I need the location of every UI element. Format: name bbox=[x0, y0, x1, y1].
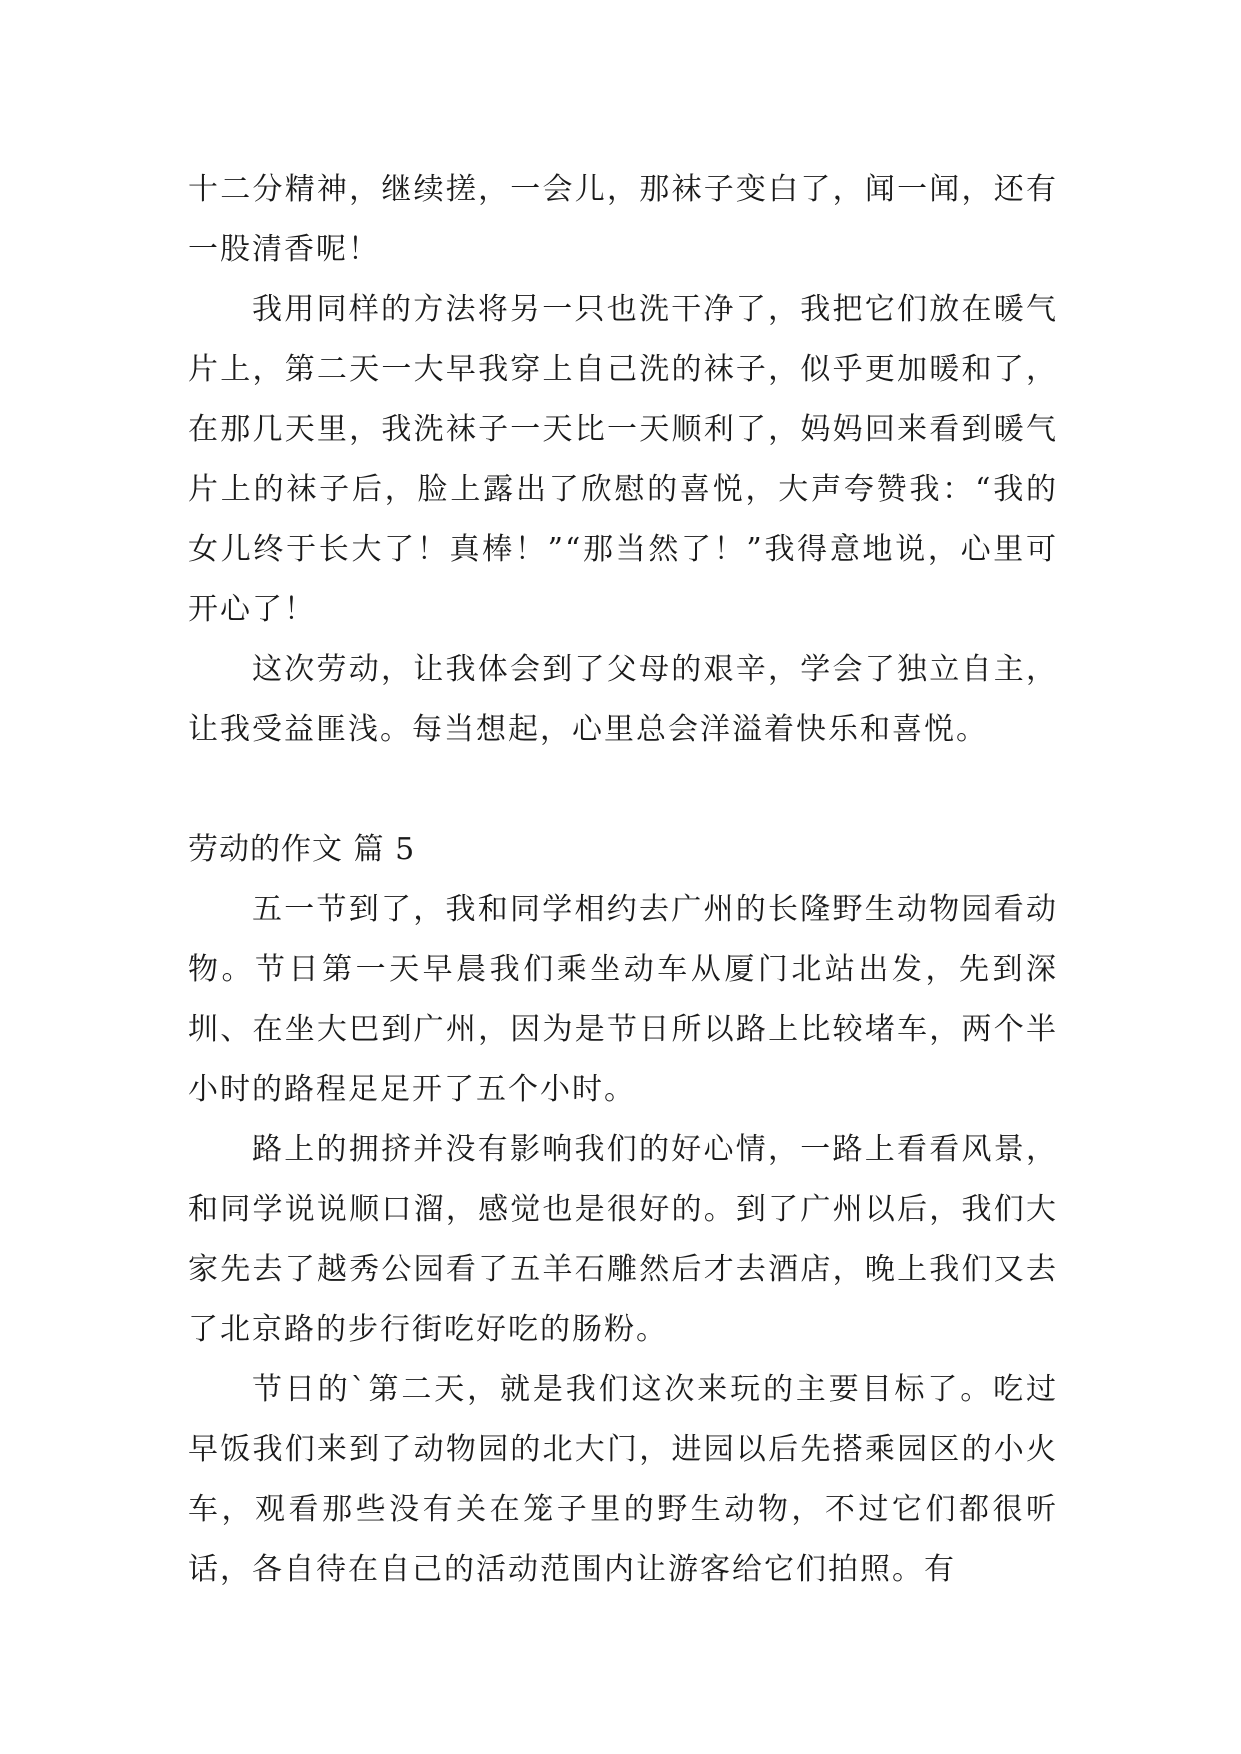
paragraph: 我用同样的方法将另一只也洗干净了，我把它们放在暖气片上，第二天一大早我穿上自己洗的袜子，似乎更加暖和了，在那几天里，我洗袜子一天比一天顺利了，妈妈回来看到暖气片上的袜子后，脸上露出了欣慰的喜悦，大声夸赞我：“我的女儿终于长大了！真棒！”“那当然了！”我得意地说，心里可开心了！ bbox=[188, 292, 1058, 627]
paragraph: 节日的`第二天，就是我们这次来玩的主要目标了。吃过早饭我们来到了动物园的北大门，进园以后先搭乘园区的小火车，观看那些没有关在笼子里的野生动物，不过它们都很听话，各自待在自己的活动范围内让游客给它们拍照。有 bbox=[188, 1372, 1058, 1587]
document-body bbox=[188, 160, 1058, 1600]
paragraph: 路上的拥挤并没有影响我们的好心情，一路上看看风景，和同学说说顺口溜，感觉也是很好的。到了广州以后，我们大家先去了越秀公园看了五羊石雕然后才去酒店，晚上我们又去了北京路的步行街吃好吃的肠粉。 bbox=[188, 1132, 1058, 1347]
paragraph: 五一节到了，我和同学相约去广州的长隆野生动物园看动物。节日第一天早晨我们乘坐动车从厦门北站出发，先到深圳、在坐大巴到广州，因为是节日所以路上比较堵车，两个半小时的路程足足开了五个小时。 bbox=[188, 892, 1058, 1107]
paragraph: 这次劳动，让我体会到了父母的艰辛，学会了独立自主，让我受益匪浅。每当想起，心里总会洋溢着快乐和喜悦。 bbox=[188, 652, 1058, 747]
paragraph-continuation: 十二分精神，继续搓，一会儿，那袜子变白了，闻一闻，还有一股清香呢！ bbox=[188, 172, 1058, 267]
section-heading: 劳动的作文 篇 5 bbox=[188, 832, 416, 867]
